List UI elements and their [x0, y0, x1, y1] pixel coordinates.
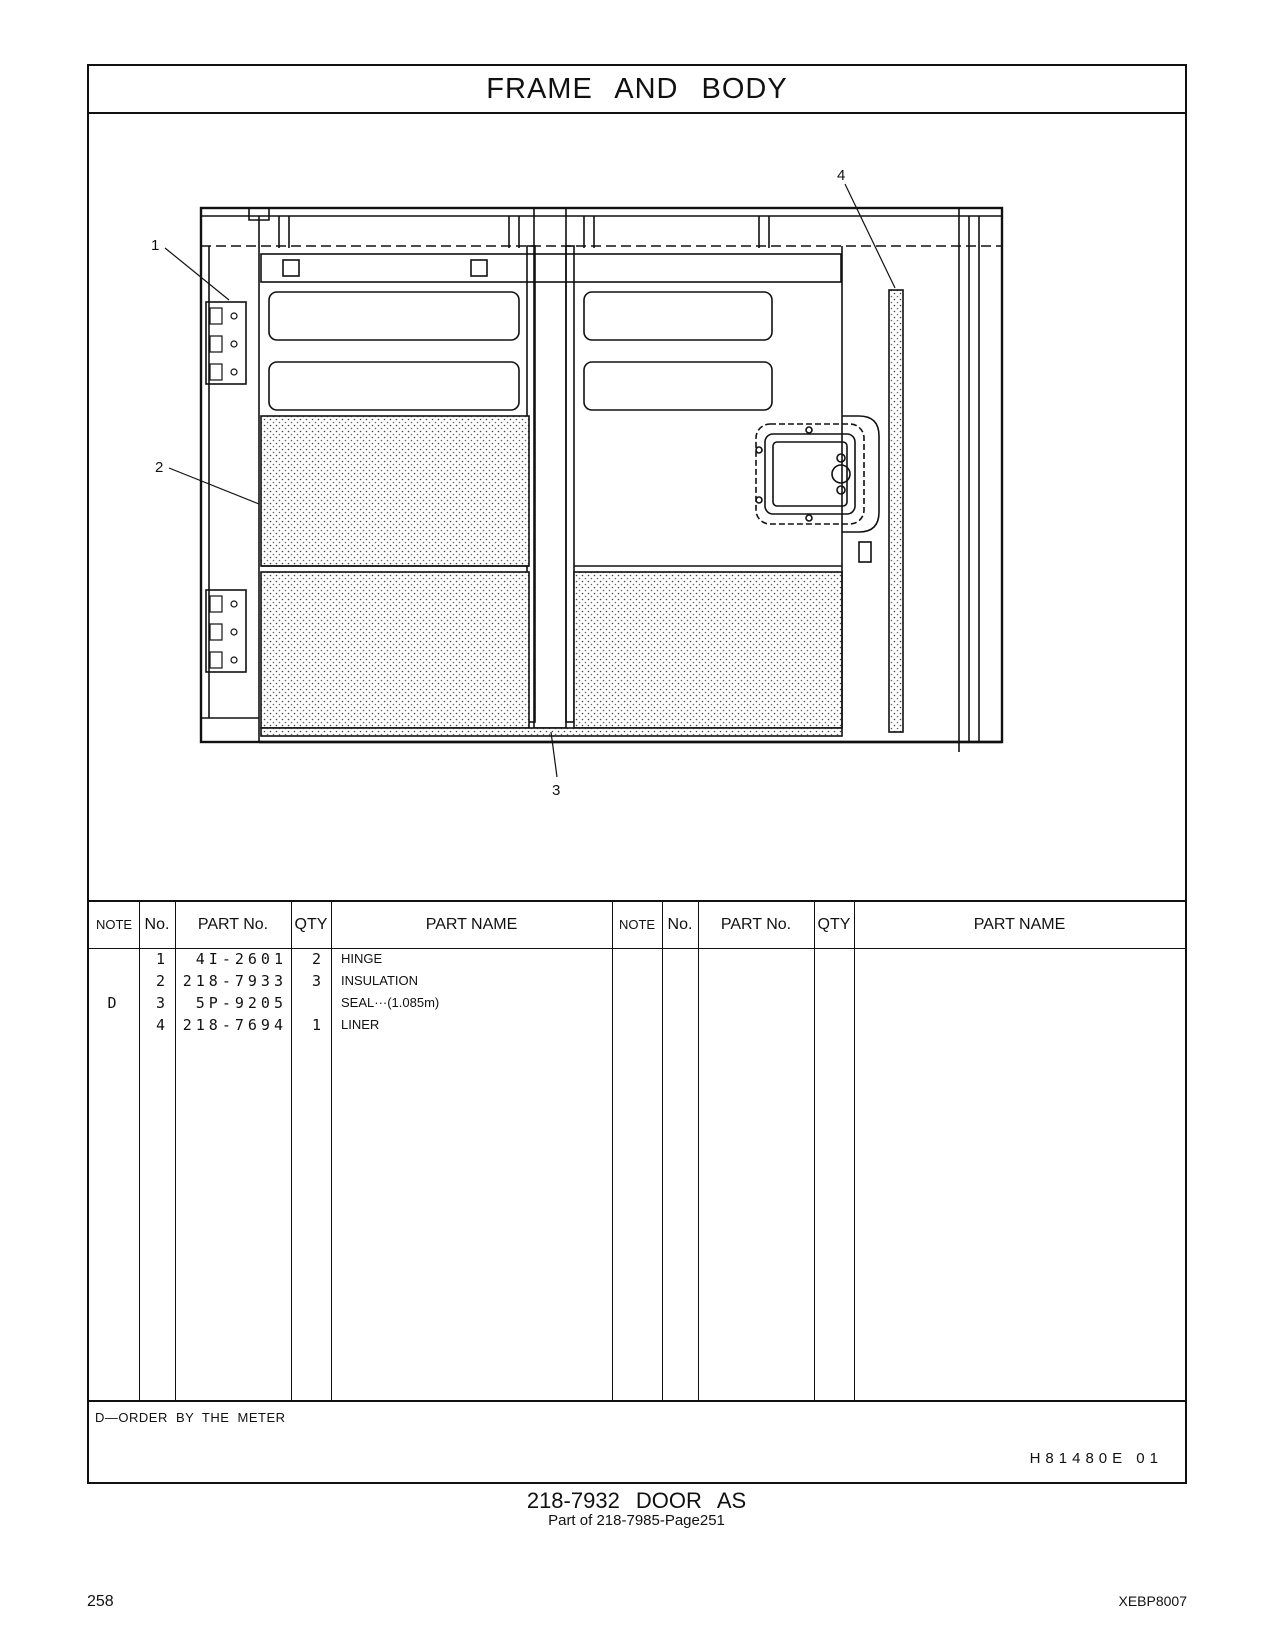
- callout-1: 1: [151, 237, 160, 254]
- callout-4: 4: [837, 167, 846, 184]
- header-part-name-right: PART NAME: [973, 916, 1066, 933]
- header-part-no: PART No.: [197, 916, 269, 933]
- table-row: D 3 5P-9205 SEAL···(1.085m): [107, 994, 440, 1012]
- header-no-right: No.: [667, 916, 693, 933]
- header-note: NOTE: [95, 917, 133, 932]
- assembly-title: 218-7932 DOOR AS: [526, 1488, 747, 1513]
- document-id: XEBP8007: [1118, 1593, 1187, 1609]
- page-title: FRAME AND BODY: [89, 66, 1185, 114]
- header-part-name: PART NAME: [425, 916, 518, 933]
- footnote: D—ORDER BY THE METER: [95, 1410, 286, 1425]
- callout-3: 3: [552, 782, 561, 799]
- header-no: No.: [144, 916, 170, 933]
- table-row: 4 218-7694 1 LINER: [155, 1016, 380, 1034]
- assembly-subtitle: Part of 218-7985-Page251: [548, 1512, 725, 1529]
- table-header: [89, 902, 1185, 949]
- header-note-right: NOTE: [618, 917, 656, 932]
- header-qty-right: QTY: [817, 916, 851, 933]
- parts-page-frame: [87, 64, 1187, 1484]
- parts-table: [89, 900, 1185, 1402]
- callout-2: 2: [155, 459, 164, 476]
- exploded-view-drawing: [89, 112, 1185, 900]
- table-row: 1 4I-2601 2 HINGE: [155, 950, 383, 968]
- header-qty: QTY: [294, 916, 328, 933]
- illustration-code: H81480E 01: [1029, 1450, 1163, 1467]
- page-number: 258: [87, 1593, 114, 1610]
- table-row: 2 218-7933 3 INSULATION: [155, 972, 419, 990]
- table-footer: [89, 1400, 1185, 1486]
- header-part-no-right: PART No.: [720, 916, 792, 933]
